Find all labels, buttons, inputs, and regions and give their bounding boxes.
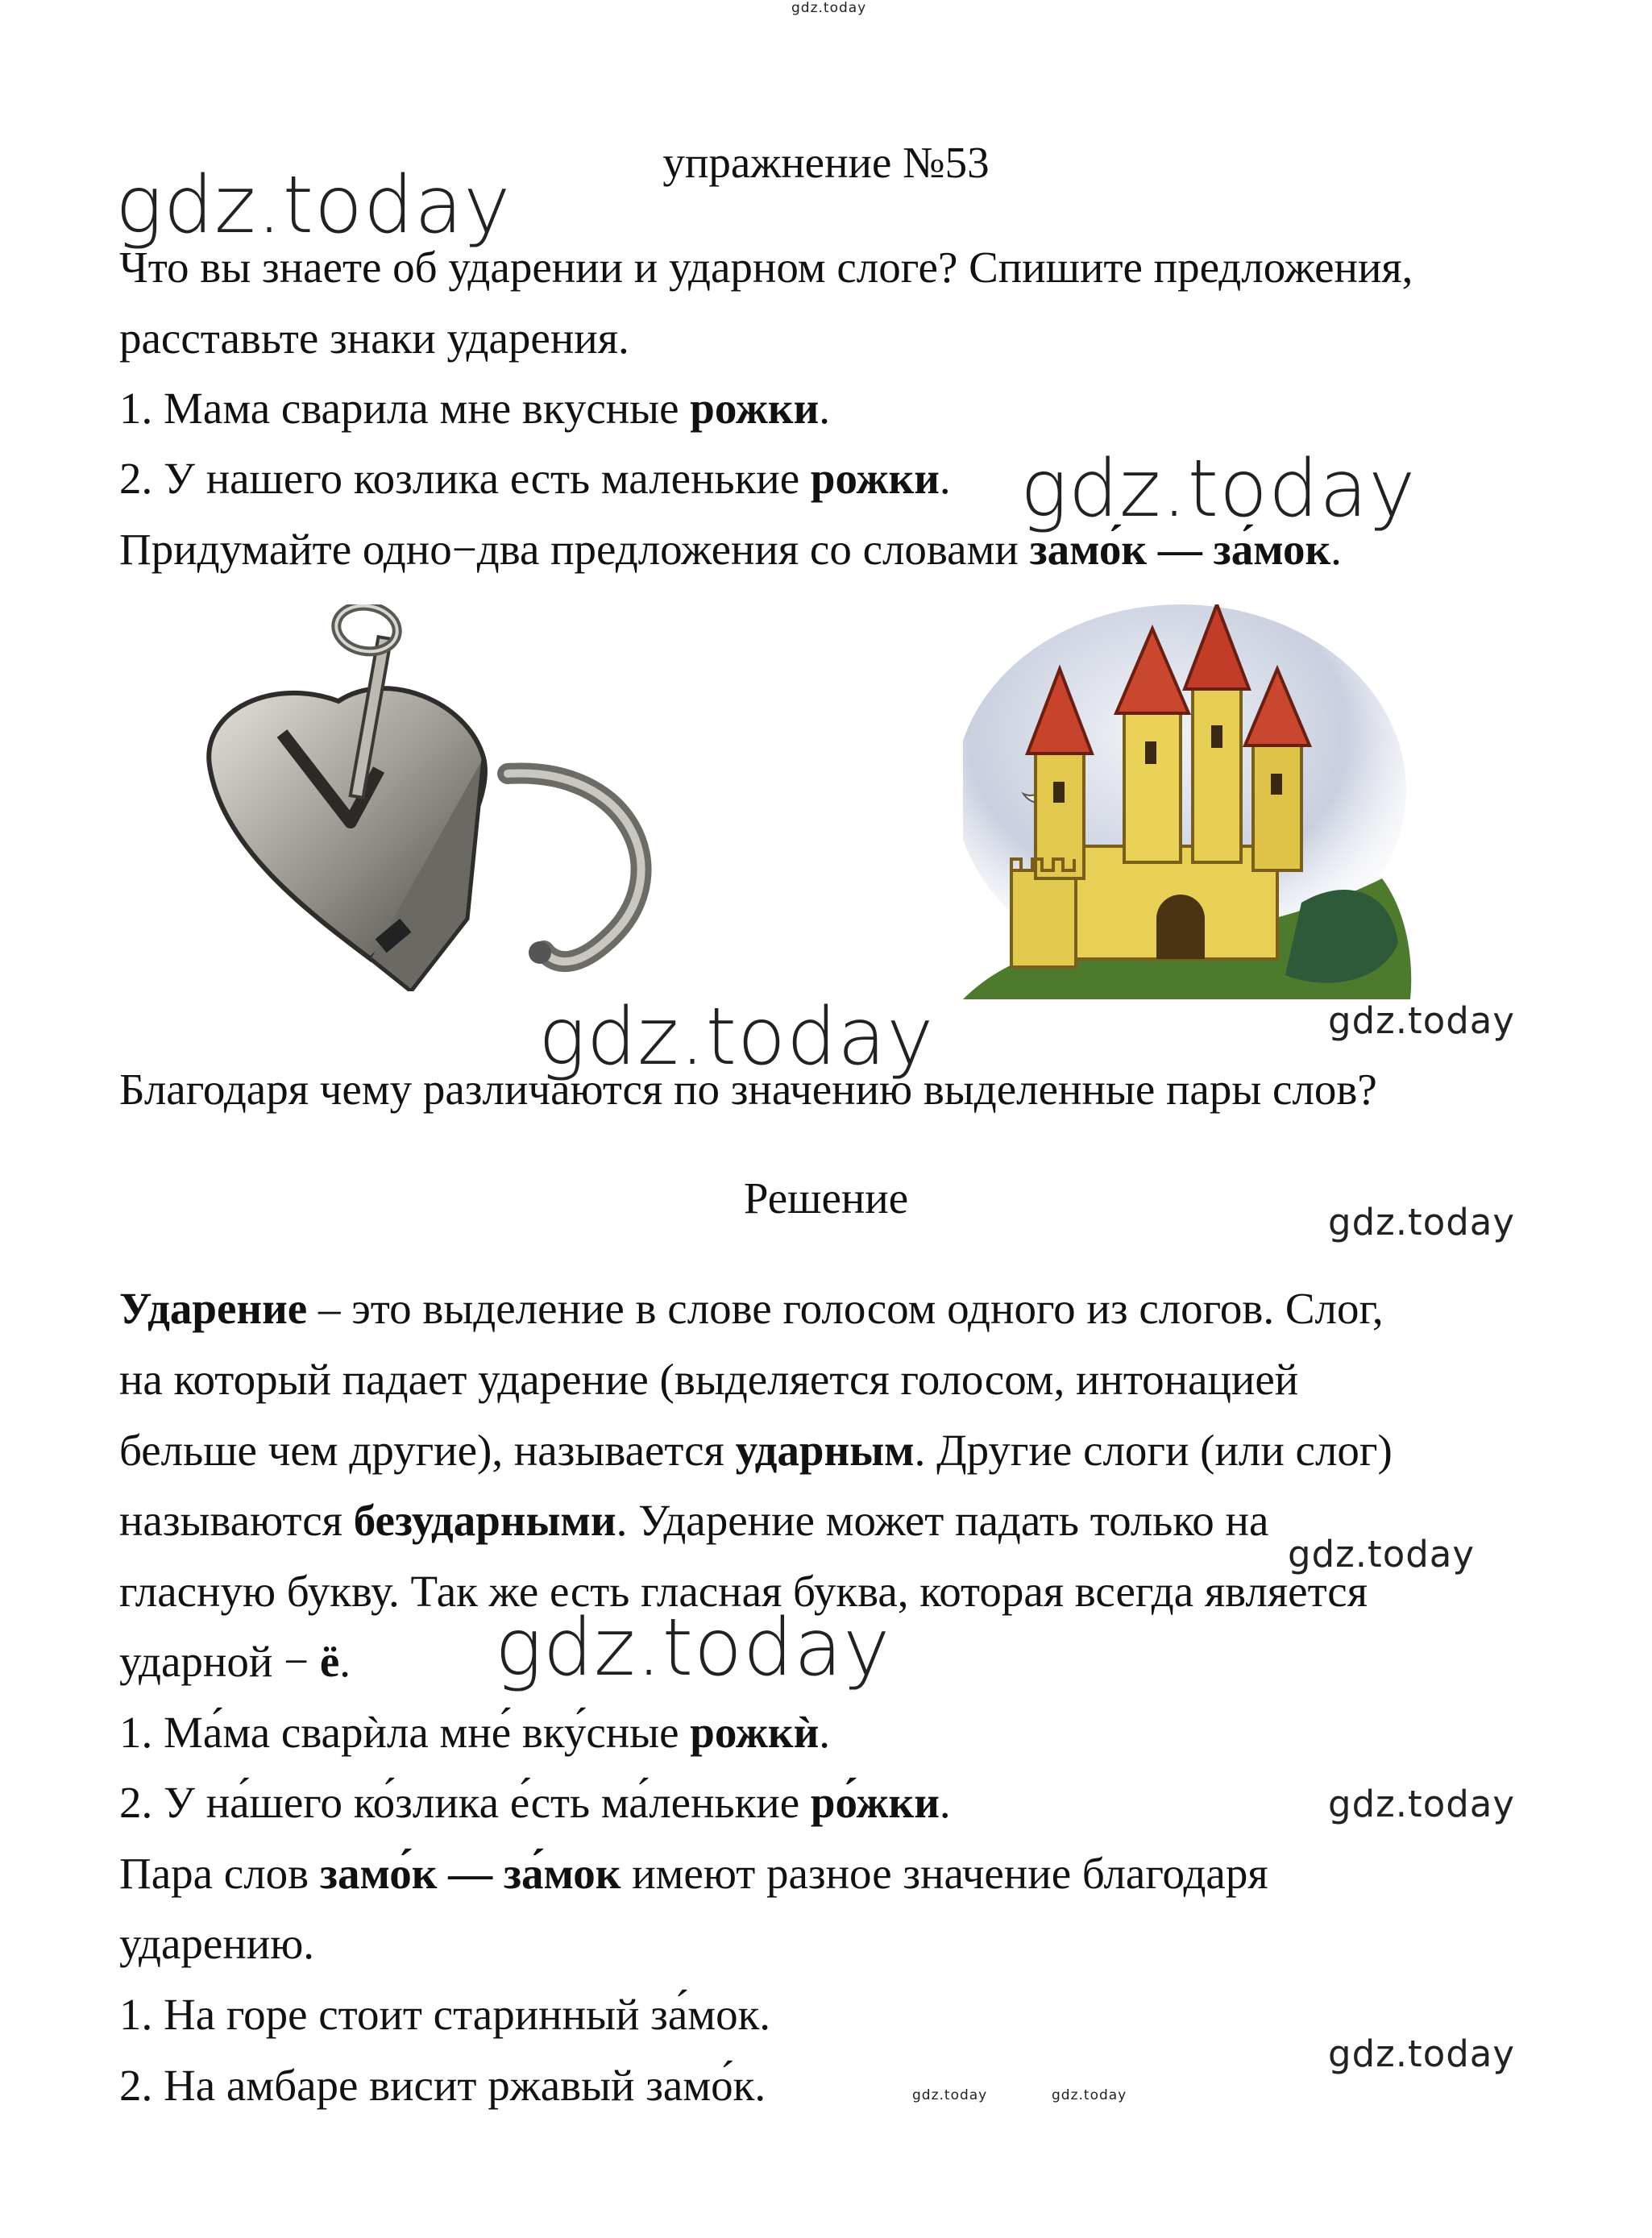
answer-sentence-2: 2. У на́шего ко́злика е́сть ма́ленькие ро́жки.	[119, 1778, 951, 1827]
watermark: gdz.today	[1328, 1783, 1516, 1825]
example-sentence-2: 2. На амбаре висит ржавый замо́к.	[119, 2061, 766, 2110]
example-sentence-1: 1. На горе стоит старинный за́мок.	[119, 1990, 771, 2039]
solution-line: Ударение – это выделение в слове голосом одного из слогов. Слог,	[119, 1284, 1384, 1333]
watermark: gdz.today	[538, 991, 935, 1083]
solution-line: Пара слов замо́к — за́мок имеют разное значение благодаря	[119, 1849, 1268, 1898]
watermark: gdz.today	[115, 160, 512, 251]
watermark: gdz.today	[791, 0, 867, 16]
watermark: gdz.today	[1328, 1201, 1516, 1244]
solution-line: гласную букву. Так же есть гласная буква, которая всегда является	[119, 1567, 1368, 1616]
solution-line: называются безударными. Ударение может падать только на	[119, 1496, 1269, 1545]
answer-sentence-1: 1. Ма́ма сварѝла мне́ вку́сные рожкѝ.	[119, 1708, 831, 1757]
solution-line: на который падает ударение (выделяется голосом, интонацией	[119, 1355, 1299, 1404]
task-sentence-2: 2. У нашего козлика есть маленькие рожки.	[119, 454, 951, 503]
watermark: gdz.today	[1020, 443, 1417, 535]
watermark: gdz.today	[1052, 2087, 1127, 2103]
solution-title: Решение	[743, 1173, 909, 1223]
watermark: gdz.today	[1328, 2032, 1516, 2075]
task-question-cont: расставьте знаки ударения.	[119, 313, 629, 363]
solution-line: ударной − ё.	[119, 1637, 351, 1686]
task-question: Что вы знаете об ударении и ударном слоге? Спишите предложения,	[119, 243, 1413, 292]
task-question-final: Благодаря чему различаются по значению выделенные пары слов?	[119, 1065, 1377, 1114]
watermark: gdz.today	[495, 1602, 891, 1694]
task-invent: Придумайте одно−два предложения со словами замо́к — за́мок.	[119, 525, 1342, 574]
page-title: упражнение №53	[662, 138, 990, 187]
task-sentence-1: 1. Мама сварила мне вкусные рожки.	[119, 384, 831, 433]
castle-illustration	[963, 604, 1414, 1007]
watermark: gdz.today	[1288, 1533, 1476, 1576]
padlock-illustration	[177, 604, 677, 991]
solution-line: бельше чем другие), называется ударным. Другие слоги (или слог)	[119, 1426, 1393, 1475]
watermark: gdz.today	[912, 2087, 988, 2103]
solution-line: ударению.	[119, 1919, 315, 1968]
watermark: gdz.today	[1328, 999, 1516, 1042]
